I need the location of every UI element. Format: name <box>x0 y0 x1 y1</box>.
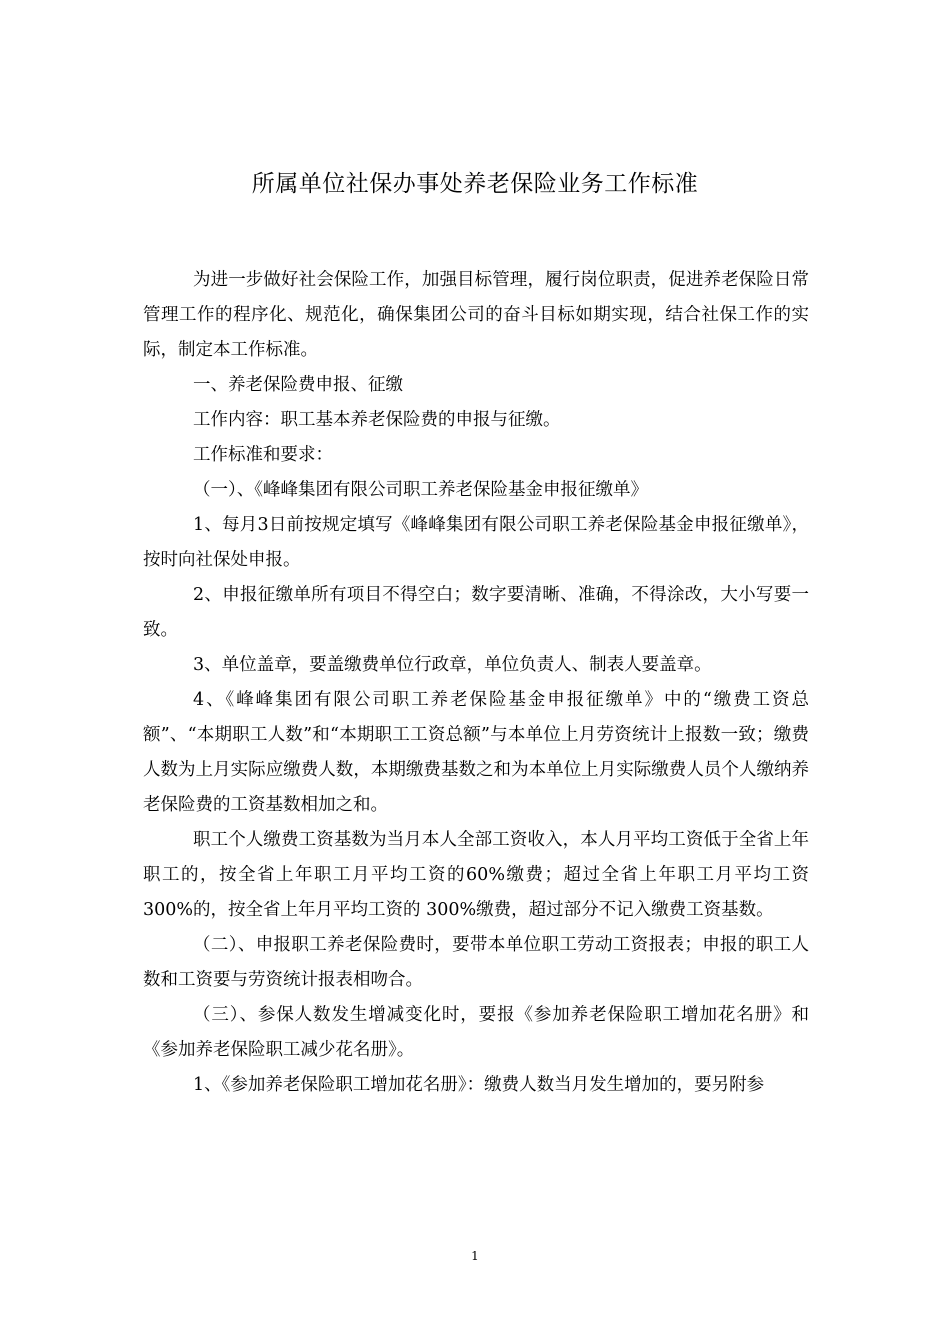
subsection-heading-1: （一）、《峰峰集团有限公司职工养老保险基金申报征缴单》 <box>193 480 648 500</box>
subsection-heading-2: （二）、申报职工养老保险费时，要带本单位职工劳动工资报表；申报的职工人数和工资要与劳资统计报表相吻合。 <box>143 935 809 990</box>
paragraph-item-4: 4、《峰峰集团有限公司职工养老保险基金申报征缴单》中的“缴费工资总额”、“本期职工人数”和“本期职工工资总额”与本单位上月劳资统计上报数一致；缴费人数为上月实际应缴费人数，本期缴费基数之和为本单位上月实际缴费人员个人缴纳养老保险费的工资基数相加之和。 <box>143 690 809 815</box>
paragraph-item-2: 2、申报征缴单所有项目不得空白；数字要清晰、准确，不得涂改，大小写要一致。 <box>143 585 809 640</box>
section-heading-1: 一、养老保险费申报、征缴 <box>193 375 403 395</box>
paragraph-item-1: 1、每月3日前按规定填写《峰峰集团有限公司职工养老保险基金申报征缴单》，按时向社保处申报。 <box>143 515 809 570</box>
paragraph-wage-base: 职工个人缴费工资基数为当月本人全部工资收入，本人月平均工资低于全省上年职工的，按全省上年职工月平均工资的60%缴费；超过全省上年职工月平均工资 300%的，按全省上年月平均工资的 300%缴费，超过部分不记入缴费工资基数。 <box>143 830 809 920</box>
page-title: 所属单位社保办事处养老保险业务工作标准 <box>251 171 699 197</box>
paragraph-work-content: 工作内容：职工基本养老保险费的申报与征缴。 <box>193 410 561 430</box>
paragraph-standards-heading: 工作标准和要求： <box>193 445 333 465</box>
paragraph-item-3: 3、单位盖章，要盖缴费单位行政章，单位负责人、制表人要盖章。 <box>193 655 712 675</box>
page-number: 1 <box>471 1249 479 1263</box>
document-body <box>143 263 809 1103</box>
paragraph-intro: 为进一步做好社会保险工作，加强目标管理，履行岗位职责，促进养老保险日常管理工作的程序化、规范化，确保集团公司的奋斗目标如期实现，结合社保工作的实际，制定本工作标准。 <box>143 270 809 360</box>
subsection-heading-3: （三）、参保人数发生增减变化时，要报《参加养老保险职工增加花名册》和《参加养老保险职工减少花名册》。 <box>143 1005 809 1060</box>
paragraph-roster-1: 1、《参加养老保险职工增加花名册》：缴费人数当月发生增加的，要另附参 <box>193 1075 765 1095</box>
